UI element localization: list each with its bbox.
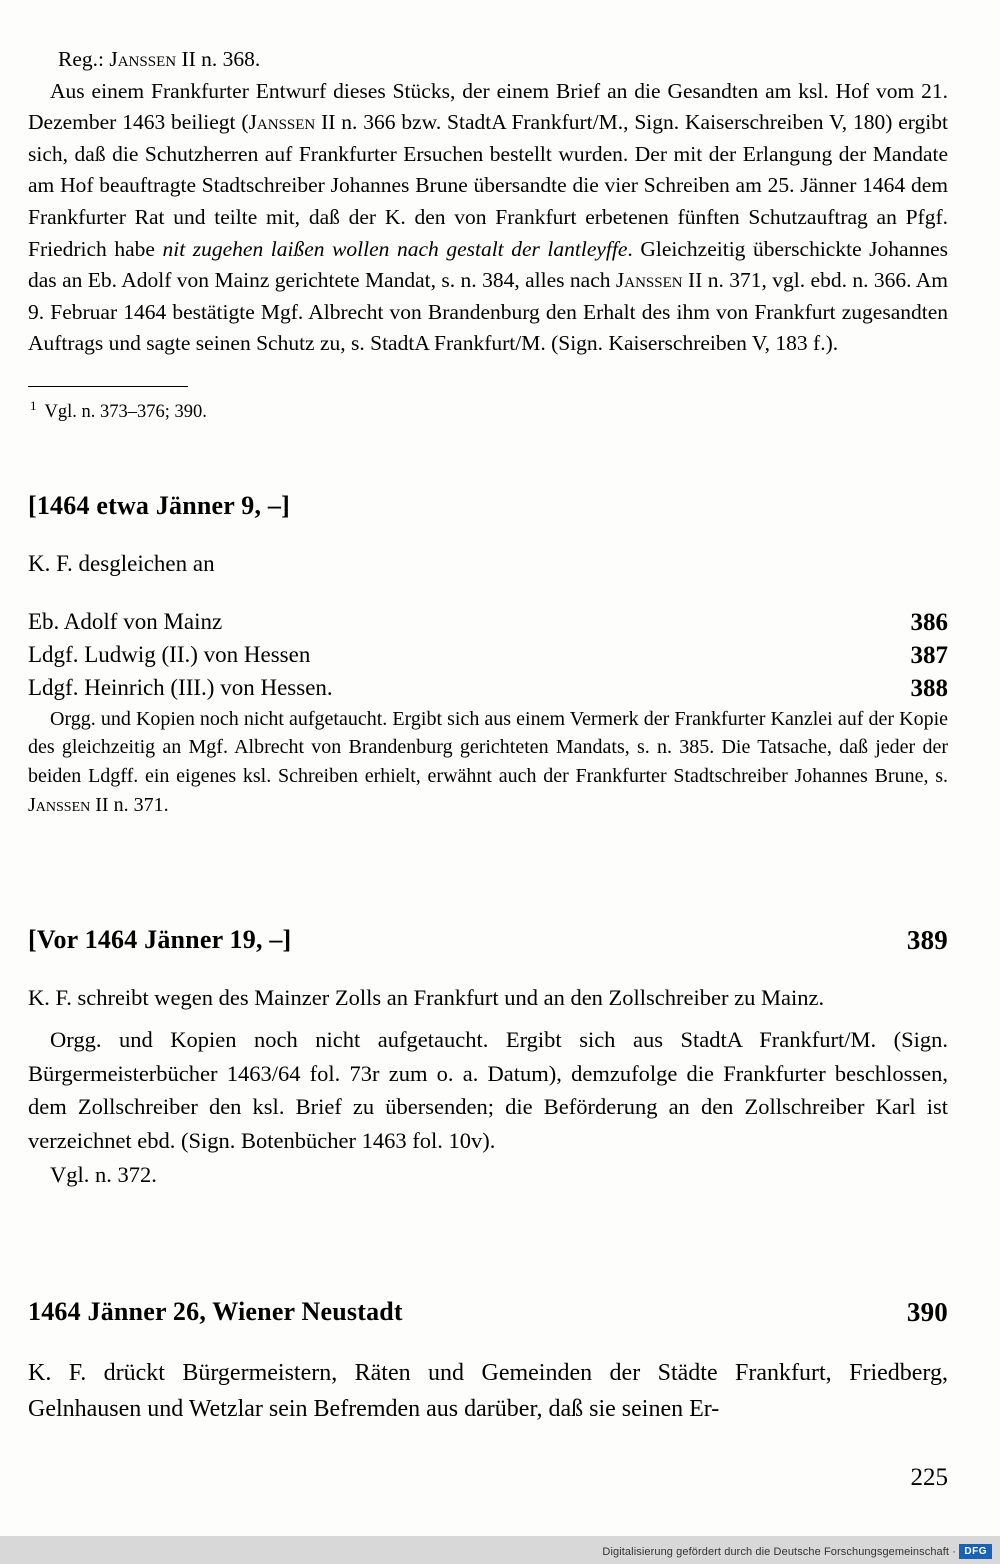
list-item	[28, 672, 948, 705]
entry-390-heading-text: 1464 Jänner 26, Wiener Neustadt	[28, 1296, 403, 1326]
register-author: Janssen	[109, 47, 177, 71]
addressee-label: Ldgf. Heinrich (III.) von Hessen.	[28, 674, 333, 700]
footnote-rule	[28, 386, 188, 387]
list-item	[28, 606, 948, 639]
entry-389-lead: K. F. schreibt wegen des Mainzer Zolls an Frankfurt und an den Zollschreiber zu Mainz.	[28, 985, 825, 1011]
entry-389-number: 389	[906, 924, 948, 955]
entry-389-note: Orgg. und Kopien noch nicht aufgetaucht. Ergibt sich aus StadtA Frankfurt/M. (Sign. Bürgermeisterbücher 1463/64 fol. 73r zum o. a. Datum), demzufolge die Frankfurter beschlossen, dem Zollschreiber den ksl. Brief zu übersenden; die Beförderung an den Zollschreiber Karl ist verzeichnet ebd. (Sign. Botenbücher 1463 fol. 10v).	[28, 1026, 948, 1154]
list-item	[28, 639, 948, 672]
entry-390-heading	[28, 1296, 948, 1327]
register-prefix: Reg.:	[58, 47, 110, 71]
entry-386-addressee-list	[28, 606, 948, 705]
footer-text: Digitalisierung gefördert durch die Deutsche Forschungsgemeinschaft ·	[602, 1546, 956, 1558]
register-rest: II n. 368.	[176, 47, 261, 71]
register-line	[28, 44, 948, 76]
entry-number: 388	[910, 674, 948, 702]
entry-386-note: Orgg. und Kopien noch nicht aufgetaucht. Ergibt sich aus einem Vermerk der Frankfurter Kanzlei auf der Kopie des gleichzeitig an Mgf. Albrecht von Brandenburg gerichteten Mandats, s. n. 385. Die Tatsache, daß jeder der beiden Ldgff. ein eigenes ksl. Schreiben erhielt, erwähnt auch der Frankfurter Stadtschreiber Johannes Brune, s. Janssen II n. 371.	[28, 707, 948, 817]
addressee-label: Eb. Adolf von Mainz	[28, 608, 223, 634]
entry-386-lead: K. F. desgleichen an	[28, 551, 215, 577]
addressee-label: Ldgf. Ludwig (II.) von Hessen	[28, 641, 311, 667]
page-number: 225	[910, 1464, 948, 1491]
page-content	[28, 44, 948, 1427]
entry-386-heading-text: [1464 etwa Jänner 9, –]	[28, 490, 290, 520]
entry-389-heading-text: [Vor 1464 Jänner 19, –]	[28, 924, 292, 954]
footnote-marker: 1	[30, 397, 37, 413]
previous-entry-paragraph: Aus einem Frankfurter Entwurf dieses Stücks, der einem Brief an die Gesandten am ksl. Hof vom 21. Dezember 1463 beiliegt (Janssen II n. 366 bzw. StadtA Frankfurt/M., Sign. Kaiserschreiben V, 180) ergibt sich, daß die Schutzherren auf Frankfurter Ersuchen bestellt wurden. Der mit der Erlangung der Mandate am Hof beauftragte Stadtschreiber Johannes Brune übersandte die vier Schreiben am 25. Jänner 1464 dem Frankfurter Rat und teilte mit, daß der K. den von Frankfurt erbetenen fünften Schutzauftrag an Pfgf. Friedrich habe nit zugehen laißen wollen nach gestalt der lantleyffe. Gleichzeitig überschickte Johannes das an Eb. Adolf von Mainz gerichtete Mandat, s. n. 384, alles nach Janssen II n. 371, vgl. ebd. n. 366. Am 9. Februar 1464 bestätigte Mgf. Albrecht von Brandenburg den Erhalt des ihm von Frankfurt zugesandten Auftrags und sagte seinen Schutz zu, s. StadtA Frankfurt/M. (Sign. Kaiserschreiben V, 183 f.).	[28, 78, 948, 356]
entry-386-heading	[28, 490, 948, 521]
entry-389-heading	[28, 924, 948, 955]
entry-389-vgl: Vgl. n. 372.	[50, 1161, 157, 1187]
entry-number: 387	[910, 641, 948, 669]
footnote-text: Vgl. n. 373–376; 390.	[44, 402, 207, 423]
dfg-logo: DFG	[959, 1544, 992, 1559]
entry-390-lead: K. F. drückt Bürgermeistern, Räten und Gemeinden der Städte Frankfurt, Friedberg, Gelnhausen und Wetzlar sein Befremden aus darüber, daß sie seinen Er-	[28, 1359, 948, 1422]
entry-390-number: 390	[906, 1296, 948, 1327]
footnote	[28, 397, 948, 426]
entry-number: 386	[910, 608, 948, 636]
